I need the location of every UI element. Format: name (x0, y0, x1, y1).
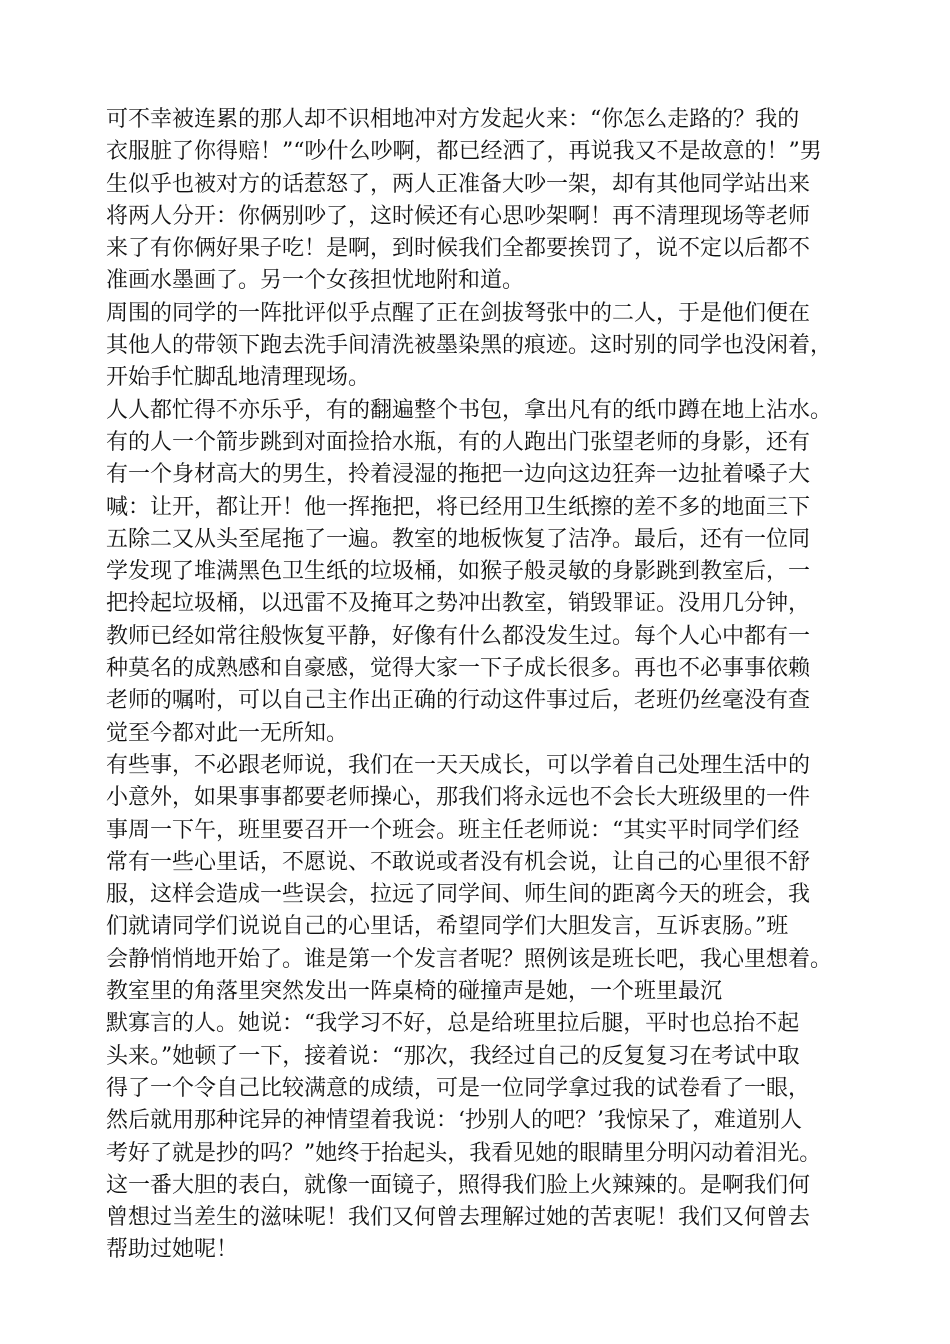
text-line: 会静悄悄地开始了。谁是第一个发言者呢？照例该是班长吧，我心里想着。 (106, 946, 833, 972)
text-line: 们就请同学们说说自己的心里话，希望同学们大胆发言，互诉衷肠。”班 (106, 914, 789, 940)
text-line: 考好了就是抄的吗？”她终于抬起头，我看见她的眼睛里分明闪动着泪光。 (106, 1140, 822, 1166)
text-line: 然后就用那种诧异的神情望着我说：‘抄别人的吧？’我惊呆了，难道别人 (106, 1108, 802, 1134)
text-line: 衣服脏了你得赔！”“吵什么吵啊，都已经洒了，再说我又不是故意的！”男 (106, 139, 822, 165)
text-line: 默寡言的人。她说：“我学习不好，总是给班里拉后腿，平时也总抬不起 (106, 1011, 800, 1037)
text-line: 种莫名的成熟感和自豪感，觉得大家一下子成长很多。再也不必事事依赖 (106, 656, 811, 682)
text-line: 可不幸被连累的那人却不识相地冲对方发起火来：“你怎么走路的？我的 (106, 107, 800, 132)
text-line: 有一个身材高大的男生，拎着浸湿的拖把一边向这边狂奔一边扯着嗓子大 (106, 462, 811, 488)
text-line: 来了有你俩好果子吃！是啊，到时候我们全都要挨罚了，说不定以后都不 (106, 236, 811, 262)
text-line: 这一番大胆的表白，就像一面镜子，照得我们脸上火辣辣的。是啊我们何 (106, 1172, 811, 1198)
text-line: 将两人分开：你俩别吵了，这时候还有心思吵架啊！再不清理现场等老师 (106, 203, 811, 229)
text-line: 教室里的角落里突然发出一阵桌椅的碰撞声是她，一个班里最沉 (106, 979, 723, 1005)
text-line: 事周一下午，班里要召开一个班会。班主任老师说：“其实平时同学们经 (106, 817, 800, 843)
text-line: 帮助过她呢！ (106, 1237, 239, 1263)
text-line: 教师已经如常往般恢复平静，好像有什么都没发生过。每个人心中都有一 (106, 623, 811, 649)
text-line: 常有一些心里话，不愿说、不敢说或者没有机会说，让自己的心里很不舒 (106, 849, 811, 875)
text-line: 觉至今都对此一无所知。 (106, 720, 349, 746)
text-line: 有些事，不必跟老师说，我们在一天天成长，可以学着自己处理生活中的 (106, 752, 811, 778)
text-line: 把拎起垃圾桶，以迅雷不及掩耳之势冲出教室，销毁罪证。没用几分钟， (106, 591, 811, 617)
text-line: 准画水墨画了。另一个女孩担忧地附和道。 (106, 268, 525, 294)
text-line: 头来。”她顿了一下，接着说：“那次，我经过自己的反复复习在考试中取 (106, 1043, 800, 1069)
document-body (106, 104, 866, 1267)
text-line: 学发现了堆满黑色卫生纸的垃圾桶，如猴子般灵敏的身影跳到教室后，一 (106, 559, 811, 585)
text-line: 老师的嘱咐，可以自己主作出正确的行动这件事过后，老班仍丝毫没有查 (106, 688, 811, 714)
text-line: 有的人一个箭步跳到对面捡拾水瓶，有的人跑出门张望老师的身影，还有 (106, 429, 811, 455)
text-line: 曾想过当差生的滋味呢！我们又何曾去理解过她的苦衷呢！我们又何曾去 (106, 1205, 811, 1231)
text-line: 人人都忙得不亦乐乎，有的翻遍整个书包，拿出凡有的纸巾蹲在地上沾水。 (106, 397, 833, 423)
text-line: 其他人的带领下跑去洗手间清洗被墨染黑的痕迹。这时别的同学也没闲着， (106, 333, 833, 359)
text-line: 小意外，如果事事都要老师操心，那我们将永远也不会长大班级里的一件 (106, 785, 811, 811)
text-line: 生似乎也被对方的话惹怒了，两人正准备大吵一架，却有其他同学站出来 (106, 171, 811, 197)
text-line: 喊：让开，都让开！他一挥拖把，将已经用卫生纸擦的差不多的地面三下 (106, 494, 811, 520)
text-line: 服，这样会造成一些误会，拉远了同学间、师生间的距离今天的班会，我 (106, 882, 811, 908)
text-line: 开始手忙脚乱地清理现场。 (106, 365, 371, 391)
text-line: 周围的同学的一阵批评似乎点醒了正在剑拔弩张中的二人，于是他们便在 (106, 300, 811, 326)
text-line: 得了一个令自己比较满意的成绩，可是一位同学拿过我的试卷看了一眼， (106, 1075, 811, 1101)
text-line: 五除二又从头至尾拖了一遍。教室的地板恢复了洁净。最后，还有一位同 (106, 526, 811, 552)
